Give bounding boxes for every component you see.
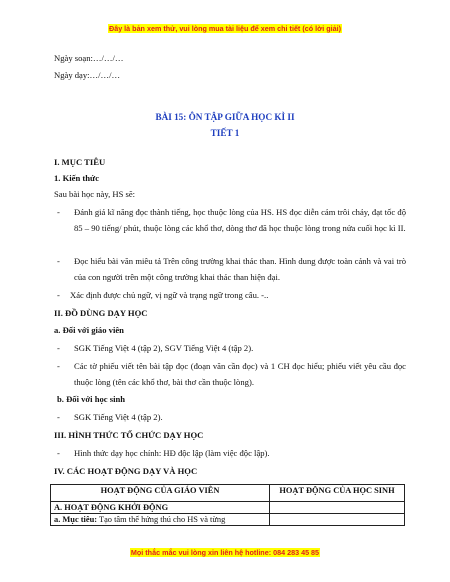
empty-cell (270, 514, 405, 526)
activities-table (50, 484, 405, 526)
top-banner (0, 24, 450, 33)
bottom-banner-text: Mọi thắc mắc vui lòng xin liên hệ hotline: 084 283 45 85 (130, 548, 320, 557)
section-1-heading: I. MỤC TIÊU (54, 157, 106, 167)
objective-cell (51, 514, 270, 526)
section-1-sub-knowledge: 1. Kiến thức (54, 173, 100, 183)
lesson-title: BÀI 15: ÔN TẬP GIỮA HỌC KÌ II (155, 112, 295, 122)
top-banner-text: Đây là bản xem thử, vui lòng mua tài liệu để xem chi tiết (có lời giải) (109, 24, 341, 33)
organization-item: Hình thức dạy học chính: HĐ độc lập (làm việc độc lập). (74, 448, 270, 458)
student-materials-heading: b. Đối với học sinh (57, 394, 126, 404)
teacher-material-item: SGK Tiếng Việt 4 (tập 2), SGV Tiếng Việt 4 (tập 2). (74, 343, 254, 353)
bullet-dash: - (57, 290, 60, 300)
objective-text: Tạo tâm thế hứng thú cho HS và từng (97, 515, 226, 524)
bullet-dash: - (57, 207, 60, 217)
objective-label: a. Mục tiêu: (54, 515, 98, 524)
objective-item: Xác định được chủ ngữ, vị ngữ và trạng ngữ trong câu. -.. (70, 290, 269, 300)
objective-item: Đánh giá kĩ năng đọc thành tiếng, học thuộc lòng của HS. HS đọc diễn cảm trôi chảy, đạt tốc độ 85 – 90 tiếng/ phút, thuộc lòng các khổ thơ, dòng thơ đã học thuộc lòng trong nửa cuối học kì II. (74, 207, 406, 233)
section-1-intro: Sau bài học này, HS sẽ: (54, 189, 136, 199)
bullet-dash: - (57, 448, 60, 458)
teacher-material-item: Các tờ phiếu viết tên bài tập đọc (đoạn văn cần đọc) và 1 CH đọc hiểu; phiếu viết yêu cầu đọc thuộc lòng (tên các khổ thơ, bài thơ cần thuộc lòng). (74, 361, 406, 387)
section-2-heading: II. ĐỒ DÙNG DẠY HỌC (54, 308, 148, 318)
section-4-heading: IV. CÁC HOẠT ĐỘNG DẠY VÀ HỌC (54, 466, 198, 476)
lesson-period: TIẾT 1 (210, 128, 240, 138)
teacher-materials-heading: a. Đối với giáo viên (54, 325, 124, 335)
teacher-column-header: HOẠT ĐỘNG CỦA GIÁO VIÊN (51, 485, 270, 502)
table-header-row (51, 485, 405, 502)
warmup-activity-cell: A. HOẠT ĐỘNG KHỞI ĐỘNG (51, 502, 270, 514)
table-row (51, 502, 405, 514)
student-column-header: HOẠT ĐỘNG CỦA HỌC SINH (270, 485, 405, 502)
bullet-dash: - (57, 412, 60, 422)
bullet-dash: - (57, 361, 60, 371)
prep-date: Ngày soạn:…/…/… (54, 53, 124, 63)
section-3-heading: III. HÌNH THỨC TỔ CHỨC DẠY HỌC (54, 430, 204, 440)
student-material-item: SGK Tiếng Việt 4 (tập 2). (74, 412, 163, 422)
empty-cell (270, 502, 405, 514)
objective-item: Đọc hiểu bài văn miêu tả Trên công trường khai thác than. Hình dung được toàn cảnh và vai trò của con người trên một công trường khai thác than hiện đại. (74, 256, 406, 282)
table-row (51, 514, 405, 526)
bullet-dash: - (57, 256, 60, 266)
bullet-dash: - (57, 343, 60, 353)
teach-date: Ngày dạy:…/…/… (54, 70, 121, 80)
bottom-banner (0, 548, 450, 557)
